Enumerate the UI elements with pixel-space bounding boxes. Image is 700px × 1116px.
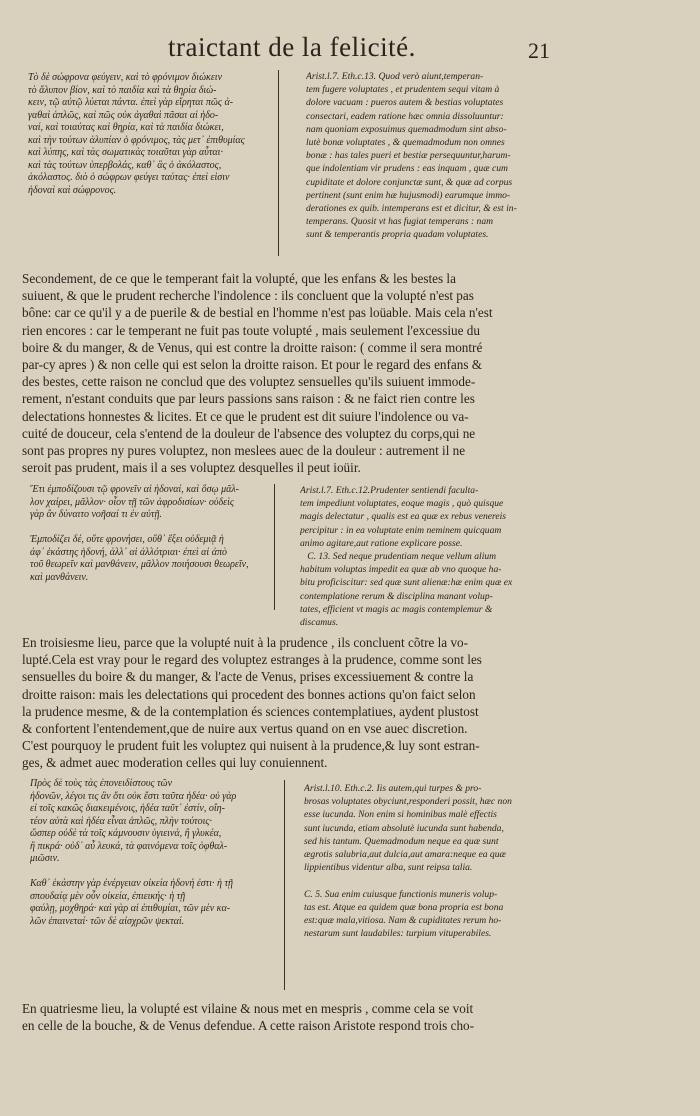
latin-quotation-3: Arist.l.10. Eth.c.2. Iis autem,qui turpes & pro- brosas voluptates obyciunt,responderi possit, hæc non esse iucunda. Non enim si hominibus malè effectis sunt iucunda, etiam absolutè iucunda sunt habenda, sed his tantum. Quemadmodum neque ea quæ sunt ægrotis salubria,aut dulcia,aut amara:neque ea quæ lippientibus videntur alba, sunt reipsa talia. C. 5. Sua enim cuiusque functionis muneris volup- tas est. Atque ea quidem quæ bona propria est bona est:quæ mala,vitiosa. Nam & cupiditates rerum ho- nestarum sunt laudabiles: turpium vituperabiles.: [304, 783, 512, 940]
page-number: 21: [528, 38, 550, 63]
column-divider: [274, 484, 275, 610]
greek-quotation-3: Πρὸς δὲ τοὺς τὰς ἐπονειδίστους τῶν ἡδονῶν, λέγοι τις ἂν ὅτι οὐκ ἔστι ταῦτα ἡδέα· οὐ γὰρ εἰ τοῖς κακῶς διακειμένοις, ἡδέα ταῦτ᾽ ἐστίν, οἴη- τέον αὐτὰ καὶ ἡδέα εἶναι ἁπλῶς, πλὴν τούτοις· ὥσπερ οὐδὲ τὰ τοῖς κάμνουσιν ὑγιεινά, ἢ γλυκέα, ἢ πικρά· οὐδ᾽ αὖ λευκά, τὰ φαινόμενα τοῖς ὀφθαλ- μιῶσιν. Καθ᾽ ἑκάστην γὰρ ἐνέργειαν οἰκεία ἡδονή ἐστι· ἡ τῇ σπουδαίᾳ μὲν οὖν οἰκεία, ἐπιεικής· ἡ τῇ φαύλῃ, μοχθηρά· καὶ γὰρ αἱ ἐπιθυμίαι, τῶν μὲν κα- λῶν ἐπαινεταί· τῶν δὲ αἰσχρῶν ψεκταί.: [30, 778, 237, 927]
column-divider: [278, 70, 279, 256]
french-paragraph-1: Secondement, de ce que le temperant fait la volupté, que les enfans & les bestes la suiuent, & que le prudent recherche l'indolence : ils concluent que la volupté n'est pas bône: car ce qu'il y a de puerile & de bestial en l'homme n'est pas loüable. Mais cela n'est rien encores : car le temperant ne fuit pas toute volupté , mais seulement l'excessiue du boire & du manger, & de Venus, qui est contre la droitte raison: ( comme il sera montré par-cy apres ) & non celle qui est selon la droitte raison. Et pour le regard des enfans & des bestes, cette raison ne conclud que des voluptez sensuelles qu'ils suiuent immode- rement, n'estant conduits que par leurs passions sans raison : & ne faict rien contre les delectations honnestes & licites. Et ce que le prudent est dit suiure l'indolence ou va- cuité de douceur, cela s'entend de la douleur de l'absence des voluptez du corps,qui ne sont pas propres ny pures voluptez, non meslees auec de la douleur : autrement il ne seroit pas prudent, mais il a ses voluptez desquelles il peut ioüir.: [22, 271, 493, 476]
french-paragraph-2: En troisiesme lieu, parce que la volupté nuit à la prudence , ils concluent cõtre la vo- lupté.Cela est vray pour le regard des voluptez estranges à la prudence, comme sont les sensuelles du boire & du manger, & l'acte de Venus, prises excessiuement & contre la droitte raison: mais les delectations qui procedent des bonnes actions qu'on faict selon la prudence mesme, & de la contemplation és sciences contemplatiues, aydent plustost & confortent l'entendement,que de nuire aux vertus quand on en vse auec discretion. C'est pourquoy le prudent fuit les voluptez qui nuisent à la prudence,& luy sont estran- ges, & admet auec moderation celles qui luy conuiennent.: [22, 635, 482, 771]
greek-quotation-2: Ἔτι ἐμποδίζουσι τῷ φρονεῖν αἱ ἡδοναί, καὶ ὅσῳ μᾶλ- λον χαίρει, μᾶλλον· οἷον τῇ τῶν ἀφροδισίων· οὐδεὶς γὰρ ἂν δύναιτο νοῆσαί τι ἐν αὐτῇ. Ἐμποδίζει δέ, οὔτε φρονήσει, οὔθ᾽ ἕξει οὐδεμιᾷ ἡ ἀφ᾽ ἑκάστης ἡδονή, ἀλλ᾽ αἱ ἀλλότριαι· ἐπεὶ αἱ ἀπὸ τοῦ θεωρεῖν καὶ μανθάνειν, μᾶλλον ποιήσουσι θεωρεῖν, καὶ μανθάνειν.: [30, 484, 249, 583]
french-paragraph-3: En quatriesme lieu, la volupté est vilaine & nous met en mespris , comme cela se voit en celle de la bouche, & de Venus defendue. A cette raison Aristote respond trois cho-: [22, 1001, 475, 1034]
latin-quotation-2: Arist.l.7. Eth.c.12.Prudenter sentiendi faculta- tem impediunt voluptates, eoque magis , quò quisque magis delectatur , qualis est ea quæ ex rebus venereis percipitur : in ea voluptate enim neminem quicquam animo agitare,aut ratione explicare posse. C. 13. Sed neque prudentiam neque vellum alium habitum voluptas impedit ea quæ ab vno quoque ha- bitu proficiscitur: sed quæ sunt alienæ:hæ enim quæ ex contemplatione rerum & disciplina manant volup- tates, efficient vt magis ac magis contemplemur & discamus.: [300, 485, 513, 629]
latin-quotation-1: Arist.l.7. Eth.c.13. Quod verò aiunt,temperan- tem fugere voluptates , et prudentem sequi vitam à dolore vacuam : pueros autem & bestias voluptates consectari, eadem ratione hæc omnia dissoluuntur: nam quoniam exposuimus quemadmodum sint abso- lutè bonæ voluptates , & quemadmodum non omnes bonæ : has tales pueri et bestiæ persequuntur,harum- que indolentiam vir prudens : eas inquam , quæ cum cupiditate et dolore conjunctæ sunt, & quæ ad corpus pertinent (sunt enim hæ hujusmodi) earumque immo- derationes ex quib. intemperans est et dicitur, & est in- temperans. Quosit vt has fugiat temperans : nam sunt & temperantis propria quadam voluptates.: [306, 71, 517, 241]
column-divider: [284, 780, 285, 990]
greek-quotation-1: Τὸ δὲ σώφρονα φεύγειν, καὶ τὸ φρόνιμον διώκειν τὸ ἄλυπον βίον, καὶ τὸ παιδία καὶ τὰ θηρία διώ- κειν, τῷ αὐτῷ λύεται πάντα. ἐπεὶ γὰρ εἴρηται πῶς ἀ- γαθαὶ ἁπλῶς, καὶ πῶς οὐκ ἀγαθαὶ πᾶσαι αἱ ἡδο- ναί, καὶ τοιαύτας καὶ θηρία, καὶ τὰ παιδία διώκει, καὶ τὴν τούτων ἀλυπίαν ὁ φρόνιμος, τὰς μετ᾽ ἐπιθυμίας καὶ λύπης, καὶ τὰς σωματικὰς τοιαῦται γὰρ αὗται· καὶ τὰς τούτων ὑπερβολάς, καθ᾽ ἃς ὁ ἀκόλαστος, ἀκόλαστος. διὸ ὁ σώφρων φεύγει ταύτας· ἐπεὶ εἰσιν ἡδοναὶ καὶ σώφρονος.: [28, 72, 245, 196]
running-header-title: traictant de la felicité.: [168, 32, 416, 62]
